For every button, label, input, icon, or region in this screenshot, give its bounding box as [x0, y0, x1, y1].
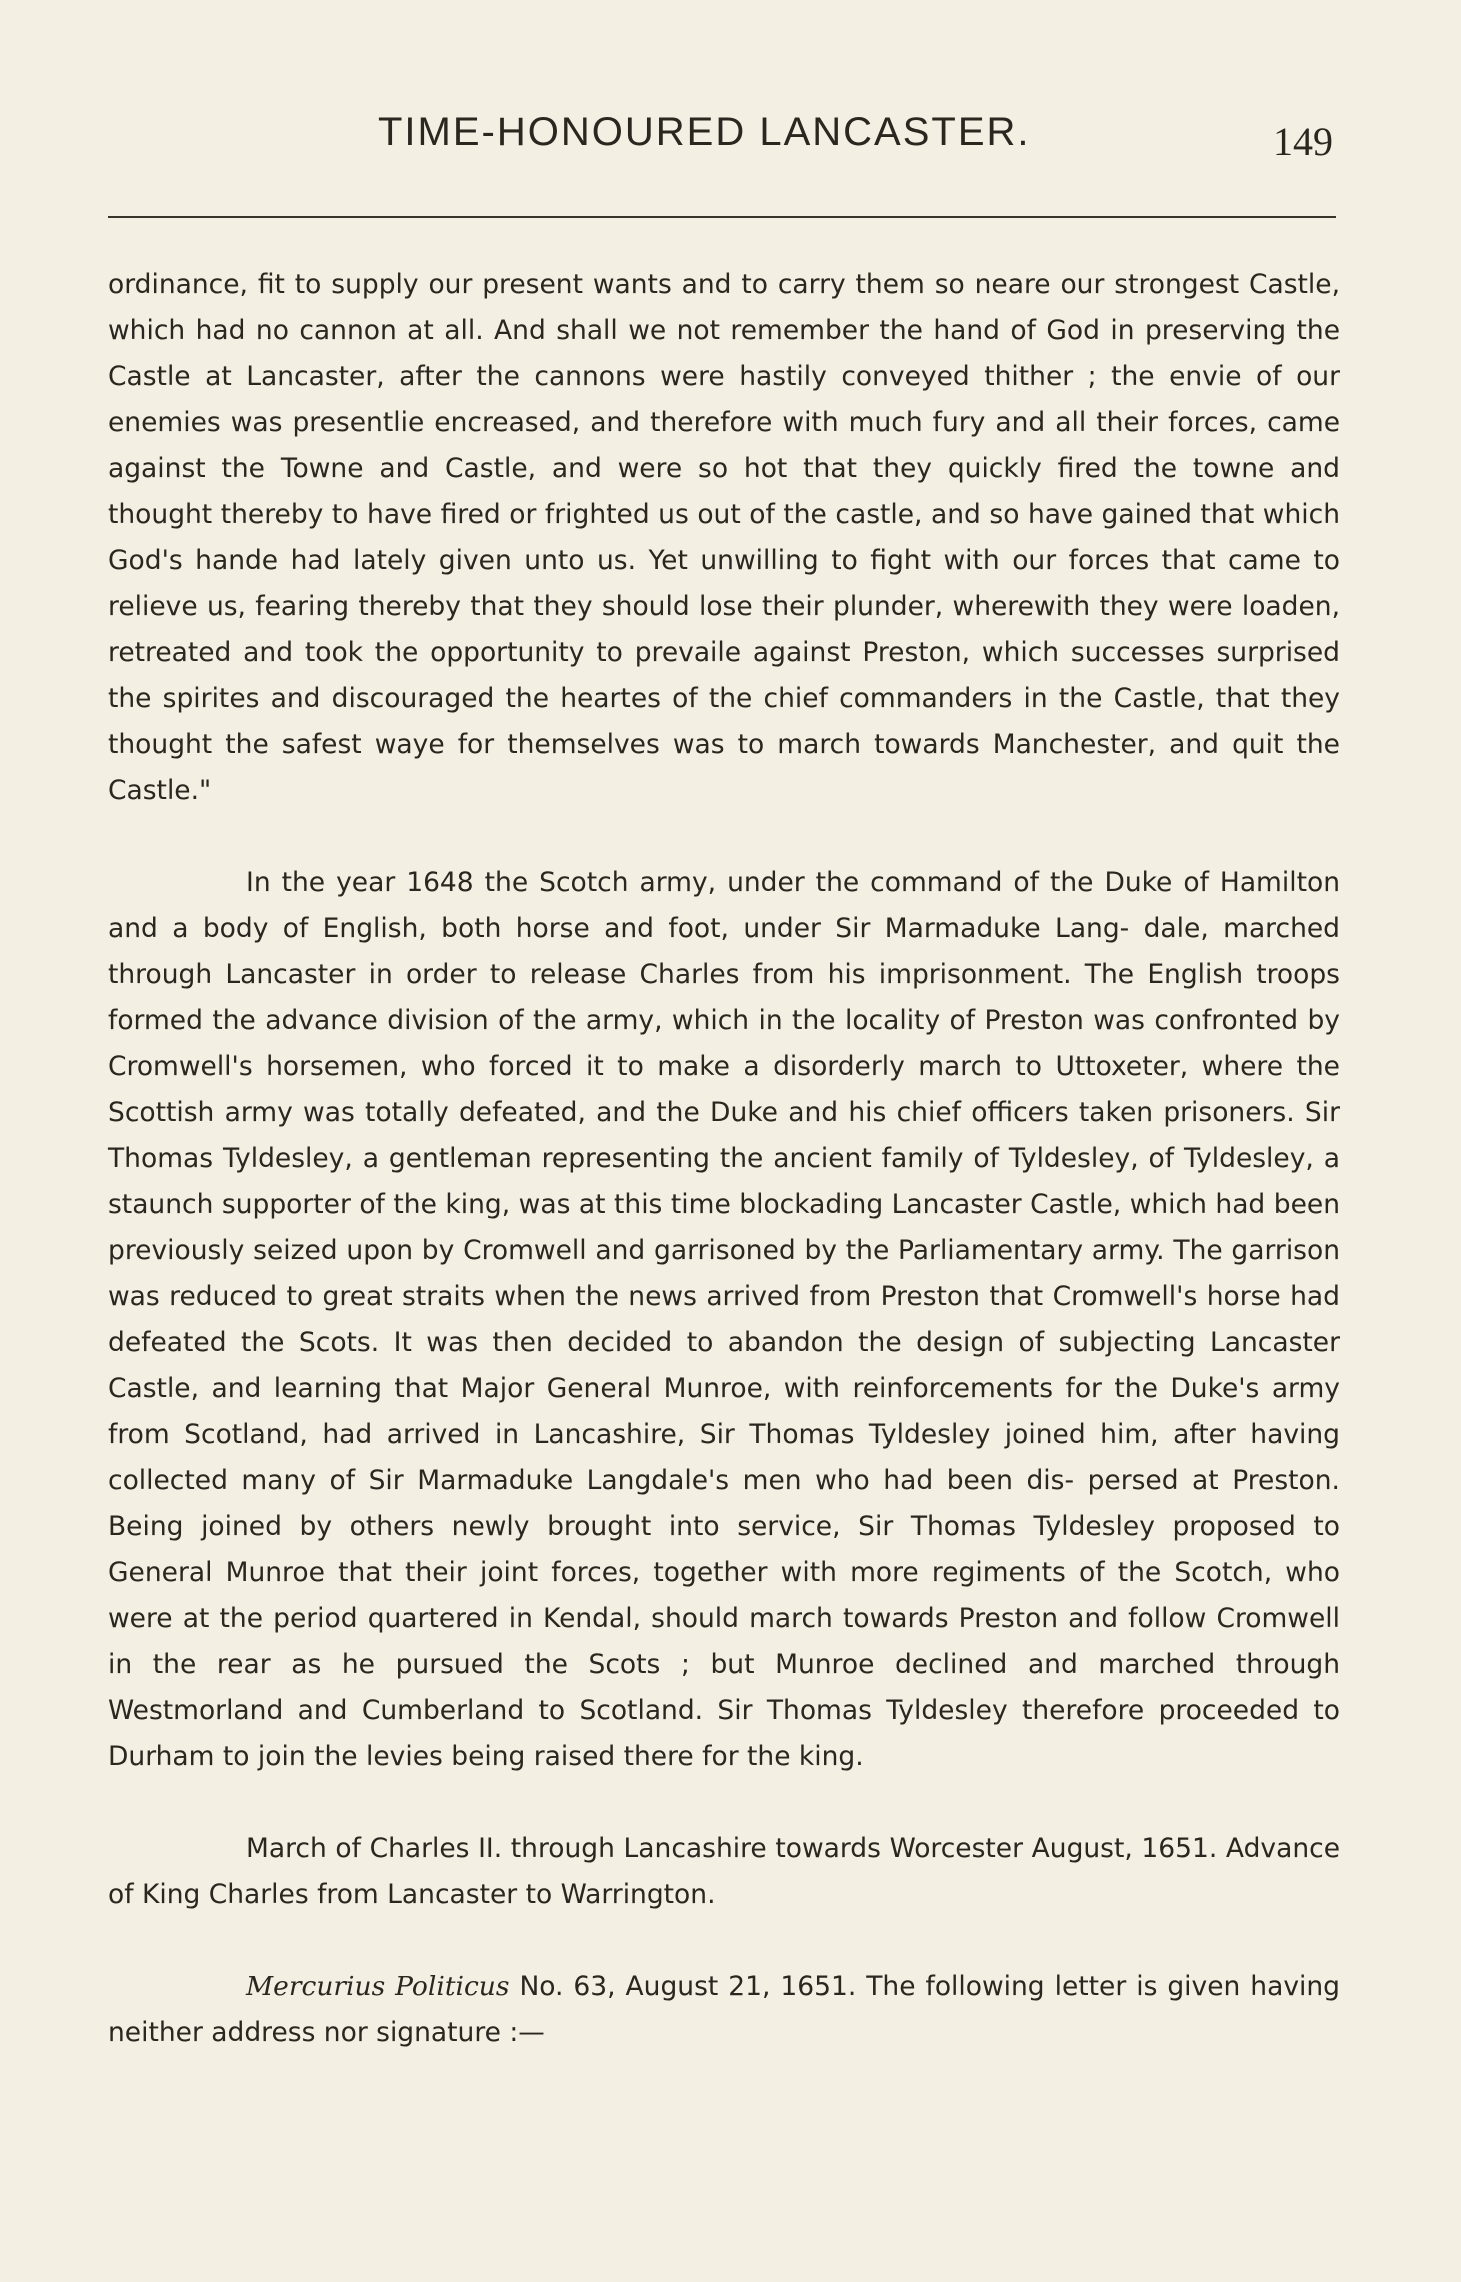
running-title: TIME-HONOURED LANCASTER. — [378, 110, 1031, 154]
paragraph-mercurius — [108, 1964, 1340, 2056]
paragraph-gap — [108, 1780, 1340, 1826]
paragraph-scotch-army: In the year 1648 the Scotch army, under the command of the Duke of Hamilton and a body of English, both horse and foot, under Sir Marmaduke Lang- dale, marched through Lancaster in order to release Charles from his imprisonment. The English troops formed the advance division of the army, which in the locality of Preston was confronted by Cromwell's horsemen, who forced it to make a disorderly march to Uttoxeter, where the Scottish army was totally defeated, and the Duke and his chief officers taken prisoners. Sir Thomas Tyldesley, a gentleman representing the ancient family of Tyldesley, of Tyldesley, a staunch supporter of the king, was at this time blockading Lancaster Castle, which had been previously seized upon by Cromwell and garrisoned by the Parliamentary army. The garrison was reduced to great straits when the news arrived from Preston that Cromwell's horse had defeated the Scots. It was then decided to abandon the design of subjecting Lancaster Castle, and learning that Major General Munroe, with reinforcements for the Duke's army from Scotland, had arrived in Lancashire, Sir Thomas Tyldesley joined him, after having collected many of Sir Marmaduke Langdale's men who had been dis- persed at Preston. Being joined by others newly brought into service, Sir Thomas Tyldesley proposed to General Munroe that their joint forces, together with more regiments of the Scotch, who were at the period quartered in Kendal, should march towards Preston and follow Cromwell in the rear as he pursued the Scots ; but Munroe declined and marched through Westmorland and Cumberland to Scotland. Sir Thomas Tyldesley therefore proceeded to Durham to join the levies being raised there for the king. — [108, 867, 1340, 1772]
page-number: 149 — [1273, 119, 1333, 164]
paragraph-gap — [108, 1918, 1340, 1964]
publication-title: Mercurius Politicus — [246, 1971, 510, 2002]
paragraph-mercurius-text: No. 63, August 21, 1651. The following letter is given having neither address nor signature :— — [108, 1971, 1340, 2048]
header-rule — [108, 216, 1336, 218]
paragraph-continuation: ordinance, fit to supply our present wants and to carry them so neare our strongest Castle, which had no cannon at all. And shall we not remember the hand of God in preserving the Castle at Lancaster, after the cannons were hastily conveyed thither ; the envie of our enemies was presentlie encreased, and therefore with much fury and all their forces, came against the Towne and Castle, and were so hot that they quickly fired the towne and thought thereby to have fired or frighted us out of the castle, and so have gained that which God's hande had lately given unto us. Yet unwilling to fight with our forces that came to relieve us, fearing thereby that they should lose their plunder, wherewith they were loaden, retreated and took the opportunity to prevaile against Preston, which successes surprised the spirites and discouraged the heartes of the chief commanders in the Castle, that they thought the safest waye for themselves was to march towards Manchester, and quit the Castle." — [108, 269, 1340, 806]
page-header — [0, 110, 1461, 170]
paragraph-gap — [108, 814, 1340, 860]
paragraph-march-charles: March of Charles II. through Lancashire towards Worcester August, 1651. Advance of King Charles from Lancaster to Warrington. — [108, 1833, 1340, 1910]
page-body — [108, 262, 1340, 2056]
